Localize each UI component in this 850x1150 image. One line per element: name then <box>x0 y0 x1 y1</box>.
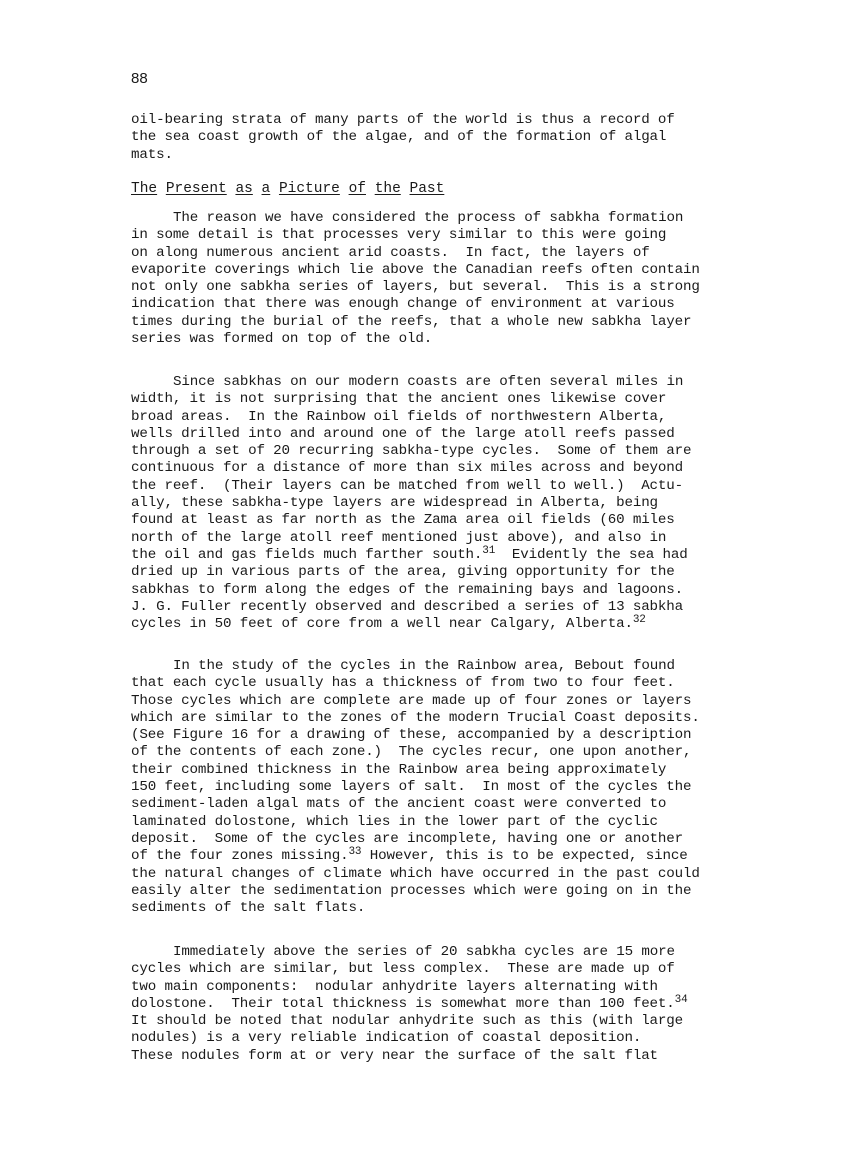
text-segment: the oil and gas fields much farther south. <box>131 546 483 563</box>
heading-word: Past <box>409 181 445 197</box>
text-line: oil-bearing strata of many parts of the world is thus a record of <box>131 112 675 128</box>
text-line: of the contents of each zone.) The cycles recur, one upon another, <box>131 744 692 761</box>
text-segment: Evidently the sea had <box>495 546 688 563</box>
text-line <box>131 848 721 865</box>
text-line: mats. <box>131 146 173 163</box>
heading-word: the <box>374 181 401 197</box>
heading-word: of <box>348 181 366 197</box>
text-line: broad areas. In the Rainbow oil fields of northwestern Alberta, <box>131 408 667 425</box>
text-segment: cycles in 50 feet of core from a well near Calgary, Alberta. <box>131 616 633 633</box>
text-line <box>131 544 721 564</box>
text-line: deposit. Some of the cycles are incomplete, having one or another <box>131 830 684 847</box>
text-line: It should be noted that nodular anhydrite such as this (with large <box>131 1013 684 1030</box>
paragraph-3 <box>131 658 721 917</box>
text-line: Those cycles which are complete are made up of four zones or layers <box>131 692 692 709</box>
text-line: wells drilled into and around one of the large atoll reefs passed <box>131 425 675 442</box>
text-line: Since sabkhas on our modern coasts are often several miles in <box>173 374 684 390</box>
heading-word: a <box>261 181 271 197</box>
paragraph-2 <box>131 374 721 633</box>
text-line: These nodules form at or very near the surface of the salt flat <box>131 1047 658 1064</box>
text-line: Immediately above the series of 20 sabkha cycles are 15 more <box>173 944 675 960</box>
text-line: 150 feet, including some layers of salt. In most of the cycles the <box>131 779 692 796</box>
text-segment: dolostone. Their total thickness is somewhat more than 100 feet. <box>131 995 675 1012</box>
footnote-ref: 32 <box>632 614 646 627</box>
text-line: the sea coast growth of the algae, and of the formation of algal <box>131 129 667 146</box>
section-heading <box>131 180 444 198</box>
text-line: sediments of the salt flats. <box>131 900 366 917</box>
text-line <box>131 993 721 1013</box>
text-line: easily alter the sedimentation processes which were going on in the <box>131 882 692 899</box>
text-line: found at least as far north as the Zama area oil fields (60 miles <box>131 512 675 529</box>
text-line: evaporite coverings which lie above the Canadian reefs often contain <box>131 261 700 278</box>
text-line: which are similar to the zones of the modern Trucial Coast deposits. <box>131 709 700 726</box>
text-line: The reason we have considered the process of sabkha formation <box>173 210 684 226</box>
text-line: their combined thickness in the Rainbow area being approximately <box>131 761 667 778</box>
footnote-ref: 34 <box>674 993 688 1006</box>
text-line: In the study of the cycles in the Rainbow area, Bebout found <box>173 658 675 674</box>
heading-word: The <box>131 181 158 197</box>
text-line: times during the burial of the reefs, that a whole new sabkha layer <box>131 313 692 330</box>
text-line <box>131 616 721 633</box>
text-line: the natural changes of climate which have occurred in the past could <box>131 865 700 882</box>
footnote-ref: 33 <box>348 846 362 859</box>
paragraph-4 <box>131 944 721 1065</box>
text-line: two main components: nodular anhydrite layers alternating with <box>131 978 658 995</box>
text-line: series was formed on top of the old. <box>131 331 433 348</box>
heading-word: Present <box>165 181 227 197</box>
text-line: on along numerous ancient arid coasts. In fact, the layers of <box>131 244 650 261</box>
text-line: (See Figure 16 for a drawing of these, accompanied by a description <box>131 727 692 744</box>
text-line: J. G. Fuller recently observed and described a series of 13 sabkha <box>131 598 684 615</box>
text-line: through a set of 20 recurring sabkha-type cycles. Some of them are <box>131 443 692 460</box>
text-line: indication that there was enough change of environment at various <box>131 296 675 313</box>
text-line: not only one sabkha series of layers, but several. This is a strong <box>131 279 700 296</box>
text-line: nodules) is a very reliable indication of coastal deposition. <box>131 1030 642 1047</box>
text-line: sabkhas to form along the edges of the remaining bays and lagoons. <box>131 581 684 598</box>
paragraph-1 <box>131 210 721 348</box>
text-segment: However, this is to be expected, since <box>361 848 688 865</box>
heading-word: as <box>235 181 253 197</box>
text-line: continuous for a distance of more than six miles across and beyond <box>131 460 684 477</box>
text-line: cycles which are similar, but less complex. These are made up of <box>131 961 675 978</box>
text-line: ally, these sabkha-type layers are widespread in Alberta, being <box>131 495 658 512</box>
page-number: 88 <box>131 70 148 87</box>
text-line: laminated dolostone, which lies in the lower part of the cyclic <box>131 813 658 830</box>
text-line: width, it is not surprising that the ancient ones likewise cover <box>131 391 667 408</box>
text-line: sediment-laden algal mats of the ancient coast were converted to <box>131 796 667 813</box>
intro-paragraph <box>131 112 721 164</box>
text-segment: of the four zones missing. <box>131 848 349 865</box>
text-line: that each cycle usually has a thickness of from two to four feet. <box>131 675 675 692</box>
text-line: north of the large atoll reef mentioned just above), and also in <box>131 529 667 546</box>
heading-word: Picture <box>278 181 340 197</box>
text-line: the reef. (Their layers can be matched from well to well.) Actu- <box>131 477 684 494</box>
text-line: dried up in various parts of the area, giving opportunity for the <box>131 564 675 581</box>
footnote-ref: 31 <box>482 544 496 557</box>
text-line: in some detail is that processes very similar to this were going <box>131 227 667 244</box>
